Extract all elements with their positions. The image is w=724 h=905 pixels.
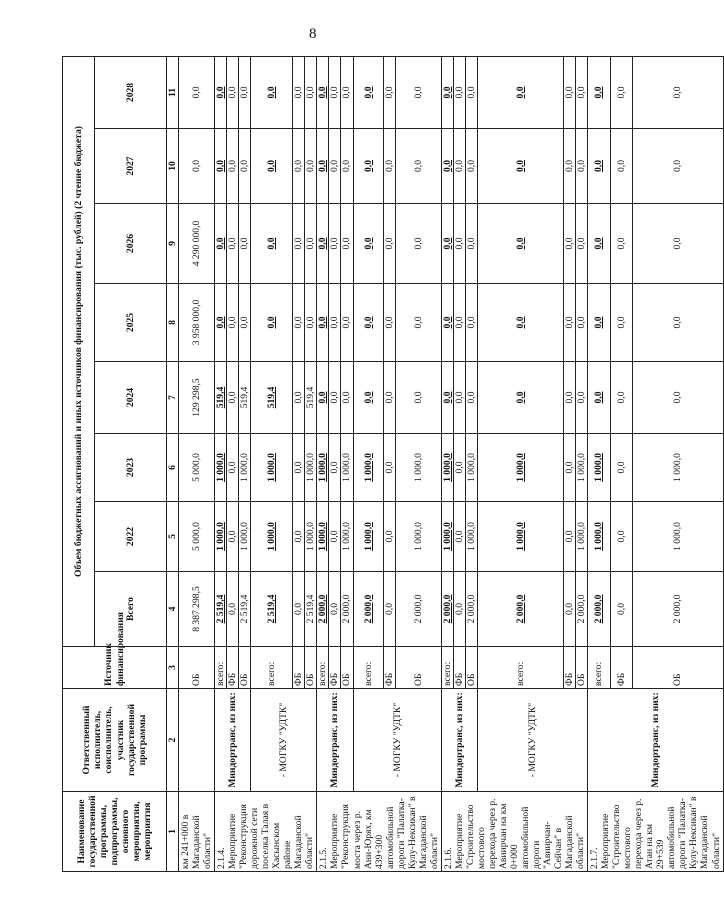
- value-cell: 0,0: [610, 362, 633, 434]
- value-cell: 1 000,0: [341, 502, 353, 572]
- value-cell: 0,0: [329, 362, 341, 434]
- value-cell: 519,4: [239, 362, 251, 434]
- value-cell: 0,0: [227, 434, 239, 502]
- table-row: [215, 56, 227, 871]
- value-cell: 0,0: [465, 129, 477, 204]
- source-cell: ФБ: [383, 647, 395, 689]
- value-cell: 0,0: [383, 204, 395, 284]
- value-cell: 1 000,0: [251, 502, 293, 572]
- value-cell: 1 000,0: [305, 502, 317, 572]
- source-cell: всего:: [353, 647, 383, 689]
- table-row: [317, 56, 329, 871]
- value-cell: 0,0: [329, 572, 341, 647]
- value-cell: 0,0: [329, 434, 341, 502]
- value-cell: 0,0: [610, 434, 633, 502]
- source-cell: всего:: [215, 647, 227, 689]
- rotated-table-container: [62, 57, 722, 872]
- value-cell: 1 000,0: [633, 434, 723, 502]
- value-cell: 519,4: [215, 362, 227, 434]
- value-cell: 0,0: [453, 434, 465, 502]
- value-cell: 0,0: [576, 129, 588, 204]
- value-cell: 0,0: [341, 284, 353, 362]
- source-cell: всего:: [317, 647, 329, 689]
- index-cell: 4: [167, 572, 179, 647]
- value-cell: 0,0: [465, 56, 477, 128]
- value-cell: 0,0: [610, 204, 633, 284]
- value-cell: 0,0: [564, 362, 576, 434]
- value-cell: 0,0: [317, 56, 329, 128]
- source-cell: ОБ: [179, 647, 215, 689]
- value-cell: 0,0: [215, 56, 227, 128]
- value-cell: 0,0: [564, 572, 576, 647]
- value-cell: 1 000,0: [465, 434, 477, 502]
- table-row: [251, 56, 293, 871]
- value-cell: 0,0: [353, 129, 383, 204]
- value-cell: 0,0: [383, 129, 395, 204]
- table-body: [179, 56, 724, 871]
- value-cell: 0,0: [251, 56, 293, 128]
- value-cell: 0,0: [227, 362, 239, 434]
- value-cell: 2 000,0: [317, 572, 329, 647]
- value-cell: 1 000,0: [305, 434, 317, 502]
- executor-cell: Миндортранс, из них:: [441, 689, 477, 792]
- value-cell: 0,0: [633, 284, 723, 362]
- source-cell: всего:: [441, 647, 453, 689]
- value-cell: 0,0: [227, 284, 239, 362]
- source-cell: ОБ: [465, 647, 477, 689]
- source-cell: ОБ: [305, 647, 317, 689]
- value-cell: 519,4: [305, 362, 317, 434]
- source-cell: ОБ: [239, 647, 251, 689]
- source-cell: ОБ: [395, 647, 441, 689]
- value-cell: 0,0: [383, 502, 395, 572]
- value-cell: 1 000,0: [317, 434, 329, 502]
- value-cell: 0,0: [353, 204, 383, 284]
- value-cell: 0,0: [329, 129, 341, 204]
- page-number: 8: [309, 26, 317, 42]
- index-cell: 9: [167, 204, 179, 284]
- value-cell: 0,0: [239, 284, 251, 362]
- executor-cell: - МОГКУ "УДТК": [477, 689, 587, 792]
- value-cell: 0,0: [576, 284, 588, 362]
- value-cell: 0,0: [383, 362, 395, 434]
- value-cell: 0,0: [477, 129, 563, 204]
- value-cell: 129 298,5: [179, 362, 215, 434]
- value-cell: 0,0: [383, 572, 395, 647]
- source-cell: ОБ: [576, 647, 588, 689]
- index-cell: 6: [167, 434, 179, 502]
- value-cell: 0,0: [251, 204, 293, 284]
- value-cell: 1 000,0: [633, 502, 723, 572]
- value-cell: 1 000,0: [477, 502, 563, 572]
- header-name: Наименование государственной программы, подпрограммы, основного мероприятия, мероприятия: [63, 792, 167, 872]
- executor-cell: - МОГКУ "УДТК": [353, 689, 441, 792]
- value-cell: 2 000,0: [477, 572, 563, 647]
- value-cell: 0,0: [383, 284, 395, 362]
- value-cell: 0,0: [293, 129, 305, 204]
- value-cell: 0,0: [441, 129, 453, 204]
- value-cell: 0,0: [588, 362, 611, 434]
- header-year: 2024: [95, 362, 167, 434]
- value-cell: 0,0: [564, 129, 576, 204]
- value-cell: 0,0: [453, 362, 465, 434]
- value-cell: 0,0: [453, 284, 465, 362]
- source-cell: ФБ: [329, 647, 341, 689]
- value-cell: 0,0: [179, 56, 215, 128]
- header-year: 2027: [95, 129, 167, 204]
- value-cell: 0,0: [610, 284, 633, 362]
- header-year: 2022: [95, 502, 167, 572]
- value-cell: 5 000,0: [179, 434, 215, 502]
- value-cell: 0,0: [395, 56, 441, 128]
- value-cell: 0,0: [215, 129, 227, 204]
- value-cell: 1 000,0: [588, 434, 611, 502]
- table-row: [441, 56, 453, 871]
- value-cell: 0,0: [215, 284, 227, 362]
- value-cell: 2 000,0: [353, 572, 383, 647]
- value-cell: 0,0: [227, 502, 239, 572]
- value-cell: 0,0: [633, 204, 723, 284]
- executor-cell: - МОГКУ "УДТК": [251, 689, 317, 792]
- value-cell: 0,0: [465, 204, 477, 284]
- value-cell: 0,0: [227, 129, 239, 204]
- value-cell: 0,0: [293, 572, 305, 647]
- value-cell: 0,0: [477, 56, 563, 128]
- value-cell: 0,0: [564, 284, 576, 362]
- value-cell: 0,0: [239, 129, 251, 204]
- value-cell: 0,0: [588, 56, 611, 128]
- table-row: [179, 56, 215, 871]
- executor-cell: Миндортранс, из них:: [215, 689, 251, 792]
- index-cell: 11: [167, 56, 179, 128]
- source-cell: всего:: [477, 647, 563, 689]
- value-cell: 1 000,0: [576, 502, 588, 572]
- value-cell: 0,0: [353, 56, 383, 128]
- source-cell: ФБ: [564, 647, 576, 689]
- value-cell: 0,0: [441, 362, 453, 434]
- source-cell: всего:: [251, 647, 293, 689]
- value-cell: 1 000,0: [441, 502, 453, 572]
- value-cell: 1 000,0: [588, 502, 611, 572]
- value-cell: 0,0: [477, 362, 563, 434]
- value-cell: 0,0: [441, 56, 453, 128]
- measure-name-cell: 2.1.5. Мероприятие "Реконструкция моста через р. Ани-Юрях, км 439+300 автомобильной дороги "Палатка-Кулу-Нексикан" в Магаданской области": [317, 792, 441, 872]
- value-cell: 0,0: [305, 129, 317, 204]
- value-cell: 2 519,4: [251, 572, 293, 647]
- index-cell: 5: [167, 502, 179, 572]
- value-cell: 1 000,0: [395, 502, 441, 572]
- source-cell: ФБ: [453, 647, 465, 689]
- value-cell: 0,0: [453, 56, 465, 128]
- value-cell: 0,0: [633, 129, 723, 204]
- value-cell: 0,0: [341, 129, 353, 204]
- value-cell: 0,0: [227, 572, 239, 647]
- source-cell: ФБ: [293, 647, 305, 689]
- value-cell: 2 519,4: [215, 572, 227, 647]
- header-year: 2023: [95, 434, 167, 502]
- executor-cell: Миндортранс, из них:: [317, 689, 353, 792]
- value-cell: 2 000,0: [588, 572, 611, 647]
- value-cell: 0,0: [441, 284, 453, 362]
- header-year: 2026: [95, 204, 167, 284]
- value-cell: 0,0: [317, 204, 329, 284]
- value-cell: 1 000,0: [441, 434, 453, 502]
- index-cell: 10: [167, 129, 179, 204]
- value-cell: 2 000,0: [341, 572, 353, 647]
- value-cell: 0,0: [453, 129, 465, 204]
- value-cell: 1 000,0: [215, 434, 227, 502]
- value-cell: 0,0: [215, 204, 227, 284]
- value-cell: 0,0: [293, 362, 305, 434]
- value-cell: 0,0: [633, 362, 723, 434]
- value-cell: 1 000,0: [215, 502, 227, 572]
- source-cell: ОБ: [341, 647, 353, 689]
- value-cell: 0,0: [395, 284, 441, 362]
- value-cell: 8 387 298,5: [179, 572, 215, 647]
- index-cell: 1: [167, 792, 179, 872]
- value-cell: 0,0: [293, 56, 305, 128]
- value-cell: 0,0: [576, 362, 588, 434]
- funding-table: [62, 56, 724, 872]
- value-cell: 1 000,0: [477, 434, 563, 502]
- header-year: 2028: [95, 56, 167, 128]
- value-cell: 0,0: [576, 204, 588, 284]
- value-cell: 0,0: [329, 56, 341, 128]
- value-cell: 0,0: [395, 129, 441, 204]
- value-cell: 0,0: [564, 204, 576, 284]
- table-row: [353, 56, 383, 871]
- value-cell: 2 000,0: [633, 572, 723, 647]
- value-cell: 2 000,0: [395, 572, 441, 647]
- value-cell: 0,0: [293, 502, 305, 572]
- value-cell: 0,0: [179, 129, 215, 204]
- value-cell: 0,0: [564, 434, 576, 502]
- value-cell: 0,0: [610, 502, 633, 572]
- value-cell: 4 290 000,0: [179, 204, 215, 284]
- value-cell: 0,0: [588, 284, 611, 362]
- header-source: Источник финансирования: [63, 647, 167, 689]
- value-cell: 0,0: [610, 572, 633, 647]
- index-cell: 2: [167, 689, 179, 792]
- value-cell: 0,0: [329, 204, 341, 284]
- value-cell: 0,0: [610, 56, 633, 128]
- value-cell: 2 000,0: [576, 572, 588, 647]
- value-cell: 0,0: [341, 204, 353, 284]
- measure-name-cell: 2.1.7. Мероприятие "Строительство мостового перехода через р. Атан на км 29+539 автомобильной дороги "Палатка-Кулу-Нексикан" в Магаданской области": [588, 792, 723, 872]
- table-row: [477, 56, 563, 871]
- value-cell: 1 000,0: [317, 502, 329, 572]
- value-cell: 0,0: [395, 362, 441, 434]
- value-cell: 0,0: [383, 56, 395, 128]
- value-cell: 0,0: [317, 362, 329, 434]
- value-cell: 0,0: [453, 572, 465, 647]
- index-cell: 7: [167, 362, 179, 434]
- value-cell: 0,0: [305, 56, 317, 128]
- value-cell: 0,0: [477, 284, 563, 362]
- value-cell: 0,0: [441, 204, 453, 284]
- value-cell: 5 000,0: [179, 502, 215, 572]
- value-cell: 0,0: [477, 204, 563, 284]
- value-cell: 0,0: [588, 204, 611, 284]
- value-cell: 1 000,0: [465, 502, 477, 572]
- value-cell: 0,0: [329, 284, 341, 362]
- value-cell: 0,0: [251, 284, 293, 362]
- value-cell: 1 000,0: [239, 434, 251, 502]
- value-cell: 0,0: [564, 56, 576, 128]
- value-cell: 1 000,0: [251, 434, 293, 502]
- value-cell: 0,0: [383, 434, 395, 502]
- value-cell: 0,0: [239, 204, 251, 284]
- header-funding: Объем бюджетных ассигнований и иных источников финансирования (тыс. рублей) (2 чтение бюджета): [63, 56, 95, 646]
- value-cell: 0,0: [588, 129, 611, 204]
- header-year: Всего: [95, 572, 167, 647]
- value-cell: 0,0: [576, 56, 588, 128]
- value-cell: 0,0: [465, 362, 477, 434]
- value-cell: 1 000,0: [341, 434, 353, 502]
- value-cell: 0,0: [251, 129, 293, 204]
- value-cell: 0,0: [353, 362, 383, 434]
- executor-cell-empty: [179, 689, 215, 792]
- value-cell: 1 000,0: [353, 434, 383, 502]
- value-cell: 2 519,4: [305, 572, 317, 647]
- value-cell: 0,0: [353, 284, 383, 362]
- value-cell: 0,0: [305, 284, 317, 362]
- value-cell: 0,0: [453, 204, 465, 284]
- value-cell: 0,0: [610, 129, 633, 204]
- value-cell: 0,0: [293, 434, 305, 502]
- source-cell: ОБ: [633, 647, 723, 689]
- value-cell: 0,0: [317, 284, 329, 362]
- value-cell: 0,0: [564, 502, 576, 572]
- measure-name-cell: км 241+000 в Магаданской области": [179, 792, 215, 872]
- table-row: [588, 56, 611, 871]
- value-cell: 1 000,0: [353, 502, 383, 572]
- value-cell: 2 000,0: [465, 572, 477, 647]
- source-cell: ФБ: [227, 647, 239, 689]
- value-cell: 0,0: [465, 284, 477, 362]
- value-cell: 0,0: [633, 56, 723, 128]
- value-cell: 1 000,0: [576, 434, 588, 502]
- value-cell: 0,0: [395, 204, 441, 284]
- measure-name-cell: 2.1.4. Мероприятие "Реконструкция дорожной сети поселка Талая в Хасынском районе Магаданской области": [215, 792, 317, 872]
- header-executor: Ответственный исполнитель, соисполнитель, участник государственной программы: [63, 689, 167, 792]
- value-cell: 0,0: [453, 502, 465, 572]
- value-cell: 0,0: [227, 56, 239, 128]
- index-cell: 8: [167, 284, 179, 362]
- source-cell: ФБ: [610, 647, 633, 689]
- executor-cell: Миндортранс, из них:: [588, 689, 723, 792]
- value-cell: 2 519,4: [239, 572, 251, 647]
- value-cell: 1 000,0: [239, 502, 251, 572]
- value-cell: 519,4: [251, 362, 293, 434]
- value-cell: 0,0: [329, 502, 341, 572]
- value-cell: 0,0: [341, 362, 353, 434]
- value-cell: 0,0: [305, 204, 317, 284]
- value-cell: 1 000,0: [395, 434, 441, 502]
- value-cell: 3 958 000,0: [179, 284, 215, 362]
- value-cell: 0,0: [317, 129, 329, 204]
- measure-name-cell: 2.1.6. Мероприятие "Строительство мостового перехода через р. Авиирчан на км 0+000 автомобильной дороги "Авиирчан-Сейчан" в Магаданской области": [441, 792, 587, 872]
- value-cell: 2 000,0: [441, 572, 453, 647]
- header-year: 2025: [95, 284, 167, 362]
- value-cell: 0,0: [239, 56, 251, 128]
- value-cell: 0,0: [293, 204, 305, 284]
- index-cell: 3: [167, 647, 179, 689]
- value-cell: 0,0: [293, 284, 305, 362]
- value-cell: 0,0: [227, 204, 239, 284]
- value-cell: 0,0: [341, 56, 353, 128]
- source-cell: всего:: [588, 647, 611, 689]
